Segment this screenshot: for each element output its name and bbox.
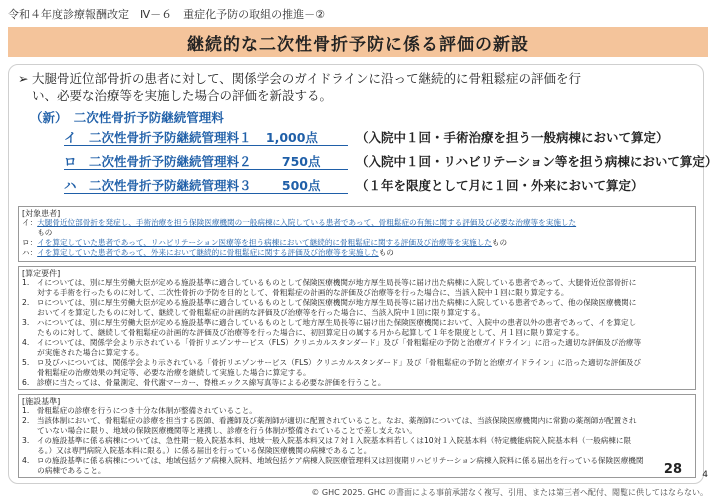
facility-heading: [施設基準]: [22, 397, 61, 406]
requirement-line: 骨粗鬆症の治療効果の判定等、必要な治療を継続して実施した場合に算定する。: [22, 368, 311, 377]
lead-text-1: 大腿骨近位部骨折の患者に対して、関係学会のガイドラインに沿って継続的に骨粗鬆症の評価を行: [32, 71, 582, 86]
fee-points: 1,000点: [265, 130, 318, 145]
target-line: もの: [37, 228, 53, 237]
page-number: 28: [663, 462, 682, 477]
fee-condition-2: （入院中１回・リハビリテーション等を担う病棟において算定）: [356, 154, 718, 169]
page-number-small: 4: [702, 470, 708, 480]
fee-points: 750点: [281, 154, 321, 169]
requirement-line: たものに対して、継続して骨粗鬆症の計画的な評価及び治療等を行った場合に、初回算定日の属する月から起算して１年を限度として、月１回に限り算定する。: [22, 328, 584, 337]
fee-underline: [64, 193, 348, 194]
fee-label: イ 二次性骨折予防継続管理料１: [64, 130, 252, 145]
facility-line: 2. 当該体制において、骨粗鬆症の診療を担当する医師、看護師及び薬剤師が適切に配置されていること。なお、薬剤師については、当該保険医療機関内に常勤の薬剤師が配置され: [22, 416, 637, 425]
facility-line: 4. ロの施設基準に係る病棟については、地域包括ケア病棟入院料、地域包括ケア病棟入院医療管理料又は回復期リハビリテーション病棟入院料に係る届出を行っている保険医療機関: [22, 456, 644, 465]
fee-label: ロ 二次性骨折予防継続管理料２: [64, 154, 252, 169]
lead-paragraph: [18, 70, 698, 104]
title-banner: [8, 27, 708, 57]
copyright-footer: © GHC 2025. GHC の書面による事前承諾なく複写、引用、または第三者へ配付、閲覧に供してはならない。: [311, 488, 708, 497]
facility-line: ていない場合に限り、地域の保険医療機関等と連携し、診療を行う体制が整備されていることで差し支えない。: [22, 426, 417, 435]
new-fee-tag: （新） 二次性骨折予防継続管理料: [30, 110, 224, 125]
requirement-line: 4. イについては、関係学会より示されている「骨折リエゾンサービス（FLS）クリニカルスタンダード」及び「骨粗鬆症の予防と治療ガイドライン」に沿った適切な評価及び治療等: [22, 338, 642, 347]
requirements-heading: [算定要件]: [22, 269, 61, 278]
fee-row-3: [64, 176, 320, 194]
facility-line: る。）又は専門病院入院基本料に限る。）に係る届出を行っている保険医療機関の病棟であること。: [22, 446, 372, 455]
lead-text-2: い、必要な治療等を実施した場合の評価を新設する。: [32, 88, 333, 103]
fee-label: ハ 二次性骨折予防継続管理料３: [64, 178, 252, 193]
page-title: 継続的な二次性骨折予防に係る評価の新設: [187, 34, 529, 55]
fee-condition-3: （１年を限度として月に１回・外来において算定）: [356, 178, 644, 193]
requirement-line: 2. ロについては、別に厚生労働大臣が定める施設基準に適合しているものとして保険医療機関が地方厚生局長等に届け出た病棟に入院している患者であって、他の保険医療機関に: [22, 298, 637, 307]
target-line: ロ：イを算定していた患者であって、リハビリテーション医療等を担う病棟において継続的に骨粗鬆症に関する評価及び治療等を実施したもの: [22, 238, 508, 247]
fee-underline: [64, 145, 348, 146]
fee-row-1: [64, 128, 318, 146]
target-heading: [対象患者]: [22, 209, 61, 218]
fee-underline: [64, 169, 348, 170]
facility-line: の病棟であること。: [22, 466, 106, 475]
requirement-line: が実施された場合に算定する。: [22, 348, 144, 357]
target-line: ハ：イを算定していた患者であって、外来において継続的に骨粗鬆症に関する評価及び治療等を実施したもの: [22, 248, 394, 257]
facility-line: 3. イの施設基準に係る病棟については、急性期一般入院基本料、地域一般入院基本料又は７対１入院基本料若しくは10対１入院基本料（特定機能病院入院基本料（一般病棟に限: [22, 436, 632, 445]
fee-points: 500点: [281, 178, 321, 193]
requirement-line: 6. 診療に当たっては、骨量測定、骨代謝マーカー、脊椎エックス線写真等による必要な評価を行うこと。: [22, 378, 386, 387]
requirement-line: おいてイを算定したものに対して、継続して骨粗鬆症の計画的な評価及び治療等を行った場合に、当該入院中１回に限り算定する。: [22, 308, 486, 317]
facility-line: 1. 骨粗鬆症の診療を行うにつき十分な体制が整備されていること。: [22, 406, 257, 415]
requirement-line: 3. ハについては、別に厚生労働大臣が定める施設基準に適合しているものとして地方厚生局長等に届け出た保険医療機関において、入院中の患者以外の患者であって、イを算定し: [22, 318, 637, 327]
target-line: イ：大腿骨近位部骨折を発症し、手術治療を担う保険医療機関の一般病棟に入院している患者であって、骨粗鬆症の有無に関する評価及び必要な治療等を実施した: [22, 218, 577, 227]
requirement-line: 5. ロ及びハについては、関係学会より示されている「骨折リエゾンサービス（FLS）クリニカルスタンダード」及び「骨粗鬆症の予防と治療ガイドライン」に沿った適切な評価及び: [22, 358, 642, 367]
arrow-icon: ➢: [18, 71, 29, 86]
revision-label: 令和４年度診療報酬改定 Ⅳ－６ 重症化予防の取組の推進－②: [8, 8, 326, 21]
fee-row-2: [64, 152, 320, 170]
requirement-line: 対する手術を行ったものに対して、二次性骨折の予防を目的として、骨粗鬆症の計画的な評価及び治療等を行った場合に、当該入院中１回に限り算定する。: [22, 288, 569, 297]
requirement-line: 1. イについては、別に厚生労働大臣が定める施設基準に適合しているものとして保険医療機関が地方厚生局長等に届け出た病棟に入院している患者であって、大腿骨近位部骨折に: [22, 278, 637, 287]
fee-condition-1: （入院中１回・手術治療を担う一般病棟において算定）: [356, 130, 669, 145]
